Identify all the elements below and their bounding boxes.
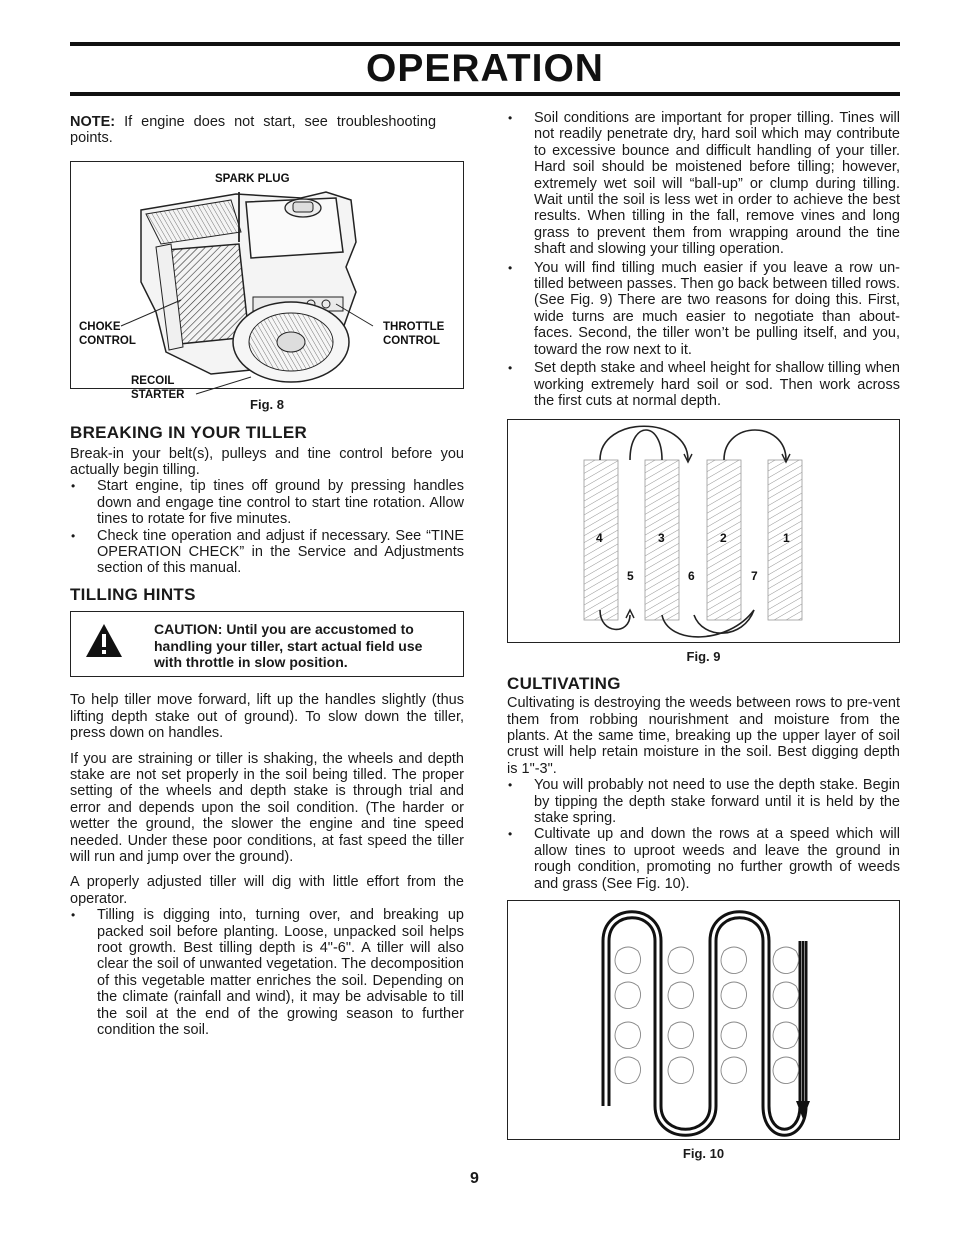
label-spark-plug: SPARK PLUG: [215, 172, 290, 185]
list-item: • Cultivate up and down the rows at a speed which will allow tines to uproot weeds and leave the ground in rough condition, promoting no further growth of weeds and grass (See Fig. 10).: [507, 826, 900, 892]
label-choke: CHOKE: [79, 320, 121, 333]
warning-triangle-icon: [84, 622, 124, 660]
tilling-paragraph: If you are straining or tiller is shaking, the wheels and depth stake are not set properly in the soil being tilled. The proper setting of the wheels and depth stake is through trial and error and depends upon the soil condition. (The harder or wetter the ground, the slower the engine and tine speed needed. Under these poor conditions, at fast speed the tiller will run and jump over the ground).: [70, 750, 464, 865]
left-column: [70, 114, 464, 1038]
cultivating-bullets: [507, 777, 900, 892]
row-number: 4: [596, 531, 603, 546]
row-number: 7: [751, 569, 758, 584]
row-number: 6: [688, 569, 695, 584]
tilling-paragraph: To help tiller move forward, lift up the handles slightly (thus lifting depth stake out of ground). To slow down the tiller, press down on handles.: [70, 692, 464, 742]
list-item: • Set depth stake and wheel height for shallow tilling when working extremely hard soil or sod. Then work across the first cuts at normal depth.: [507, 360, 900, 409]
label-choke-control: CONTROL: [79, 334, 136, 347]
cultivating-pattern-illustration: [508, 901, 899, 1139]
row-number: 1: [783, 531, 790, 546]
list-item: • Soil conditions are important for proper tilling. Tines will not readily penetrate dry, hard soil which may contribute to excessive bounce and difficult handling of your tiller. Hard soil should be moistened before tilling; however, extremely wet soil will “ball-up” or clump during tilling. Wait until the soil is less wet in order to achieve the best results. When tilling in the fall, remove vines and long grass to prevent them from wrapping around the tine shaft and slowing your tilling operation.: [507, 110, 900, 258]
note-label: NOTE:: [70, 114, 116, 130]
breaking-intro: Break-in your belt(s), pulleys and tine control before you actually begin tilling.: [70, 445, 464, 479]
caution-text: CAUTION: Until you are accustomed to handling your tiller, start actual field use with throttle in slow position.: [154, 621, 423, 671]
breaking-heading: BREAKING IN YOUR TILLER: [70, 423, 308, 443]
fig10-caption: Fig. 10: [682, 1146, 725, 1161]
tilling-bullets-right: [507, 110, 900, 409]
row-number: 3: [658, 531, 665, 546]
fig8-caption: Fig. 8: [250, 396, 284, 412]
list-item: • You will find tilling much easier if you leave a row un-tilled between passes. Then go back between tilled rows. (See Fig. 9) There are two reasons for doing this. First, wide turns are much easier to negotiate than about-faces. Second, the tiller won’t be pulling itself, and you, toward the row next to it.: [507, 260, 900, 358]
cultivating-heading: CULTIVATING: [507, 673, 621, 693]
row-pattern-illustration: [508, 420, 899, 642]
engine-illustration: [71, 162, 463, 401]
page-number: 9: [470, 1170, 479, 1187]
list-item: • Start engine, tip tines off ground by pressing handles down and engage tine control to start tine rotation. Allow tines to rotate for five minutes.: [70, 478, 464, 527]
right-column: [507, 110, 900, 1162]
row-number: 2: [720, 531, 727, 546]
tilling-bullets-left: [70, 907, 464, 1038]
breaking-bullets: [70, 478, 464, 576]
page-title: OPERATION: [366, 47, 604, 90]
label-throttle-control: CONTROL: [383, 334, 440, 347]
tilling-heading: TILLING HINTS: [70, 584, 196, 604]
fig8-engine-diagram: [70, 161, 464, 401]
label-recoil: RECOIL: [131, 374, 175, 387]
fig9-row-pattern-diagram: [507, 419, 900, 643]
fig10-cultivating-pattern-diagram: [507, 900, 900, 1140]
tilling-paragraph: A properly adjusted tiller will dig with little effort from the operator.: [70, 874, 464, 907]
list-item: • Check tine operation and adjust if necessary. See “TINE OPERATION CHECK” in the Service and Adjustments section of this manual.: [70, 528, 464, 577]
header-rule-bottom: [70, 92, 900, 96]
list-item: • Tilling is digging into, turning over, and breaking up packed soil before planting. Loose, unpacked soil helps root growth. Best tilling depth is 4"-6". A tiller will also clear the soil of unwanted vegetation. The decomposition of this vegetable matter enriches the soil. Depending on the climate (rainfall and wind), it may be advisable to till the soil at the end of the growing season to further condition the soil.: [70, 907, 464, 1038]
caution-box: [70, 611, 464, 677]
list-item: • You will probably not need to use the depth stake. Begin by tipping the depth stake forward until it is held by the stake spring.: [507, 777, 900, 826]
label-throttle: THROTTLE: [383, 320, 445, 333]
note-text: If engine does not start, see troubleshooting points.: [70, 114, 437, 147]
label-recoil-starter: STARTER: [131, 388, 185, 401]
fig9-caption: Fig. 9: [686, 649, 721, 665]
plant-outlines: [615, 947, 799, 1084]
cultivating-intro: Cultivating is destroying the weeds between rows to pre-vent them from robbing nourishment and moisture from the plants. At the same time, breaking up the upper layer of soil crust will help retain moisture in the soil. Best digging depth is 1"-3".: [507, 695, 900, 777]
row-number: 5: [627, 569, 634, 584]
note-paragraph: [70, 114, 436, 147]
header-rule-top: [70, 42, 900, 46]
